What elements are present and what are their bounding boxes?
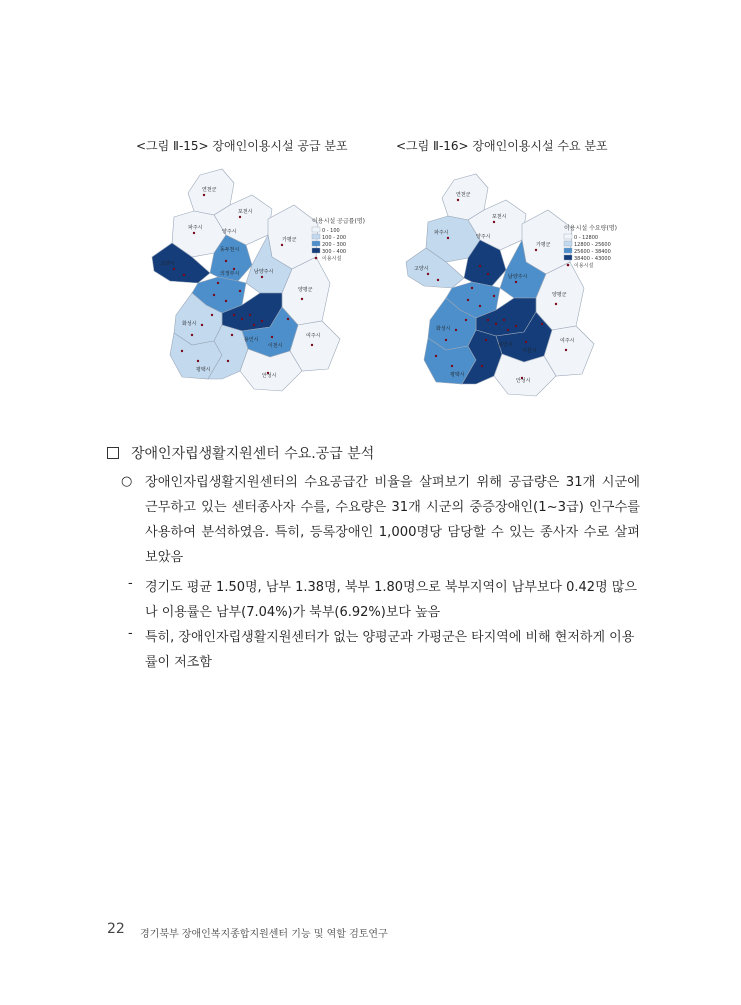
svg-text:용인시: 용인시: [244, 337, 259, 343]
svg-text:양주시: 양주시: [222, 229, 237, 235]
checkbox-square-icon: [107, 447, 119, 459]
svg-text:남양주시: 남양주시: [508, 274, 528, 280]
body-paragraph: 장애인자립생활지원센터의 수요공급간 비율을 살펴보기 위해 공급량은 31개 시군에 근무하고 있는 센터종사자 수를, 수요량은 31개 시군의 중증장애인(1~3급) 인구수를 사용하여 분석하였음. 특히, 등록장애인 1,000명당 담당할 수 있는 종사자 수로 살펴보았음: [145, 475, 640, 565]
svg-text:연천군: 연천군: [202, 187, 217, 193]
svg-text:평택시: 평택시: [196, 367, 211, 373]
circle-bullet-icon: ○: [121, 474, 133, 489]
svg-text:0 - 100: 0 - 100: [322, 228, 340, 234]
demand-distribution-map: [384, 170, 639, 400]
svg-text:이천시: 이천시: [522, 348, 537, 354]
svg-text:연천군: 연천군: [456, 192, 471, 198]
svg-text:12800 - 25600: 12800 - 25600: [574, 242, 611, 248]
svg-text:38400 - 43000: 38400 - 43000: [574, 256, 611, 262]
svg-text:가평군: 가평군: [282, 237, 297, 243]
svg-text:이용시설 수요량(명): 이용시설 수요량(명): [564, 225, 617, 232]
map-regions: [406, 174, 594, 396]
svg-text:양주시: 양주시: [476, 234, 491, 240]
svg-text:양평군: 양평군: [552, 292, 567, 298]
svg-text:안성시: 안성시: [262, 373, 277, 379]
svg-text:25600 - 38400: 25600 - 38400: [574, 249, 611, 255]
svg-text:여주시: 여주시: [560, 338, 575, 344]
section-heading-text: 장애인자립생활지원센터 수요.공급 분석: [131, 446, 375, 462]
svg-text:이용시설: 이용시설: [322, 256, 342, 262]
figure-caption-demand: <그림 Ⅱ-16> 장애인이용시설 수요 분포: [396, 139, 608, 153]
page-number: 22: [107, 921, 125, 937]
dash-item: 특히, 장애인자립생활지원센터가 없는 양평군과 가평군은 타지역에 비해 현저하게 이용률이 저조함: [145, 630, 635, 670]
svg-text:고양시: 고양시: [414, 266, 429, 272]
svg-text:용인시: 용인시: [498, 342, 513, 348]
svg-text:이용시설: 이용시설: [574, 263, 594, 269]
svg-text:200 - 300: 200 - 300: [322, 242, 347, 248]
dash-bullet-icon: -: [128, 576, 133, 591]
figure-caption-supply: <그림 Ⅱ-15> 장애인이용시설 공급 분포: [136, 139, 348, 153]
svg-text:파주시: 파주시: [188, 225, 203, 231]
svg-text:화성시: 화성시: [436, 326, 451, 332]
svg-text:동두천시: 동두천시: [220, 247, 240, 253]
svg-text:포천시: 포천시: [238, 209, 253, 215]
svg-text:이용시설 공급률(명): 이용시설 공급률(명): [312, 218, 365, 225]
svg-text:안성시: 안성시: [516, 378, 531, 384]
svg-text:가평군: 가평군: [536, 242, 551, 248]
svg-text:이천시: 이천시: [268, 343, 283, 349]
section-heading: [107, 443, 374, 463]
svg-text:파주시: 파주시: [434, 230, 449, 236]
svg-text:100 - 200: 100 - 200: [322, 235, 347, 241]
svg-text:0 - 12800: 0 - 12800: [574, 235, 599, 241]
svg-text:양평군: 양평군: [298, 287, 313, 293]
svg-text:화성시: 화성시: [182, 321, 197, 327]
dash-item: 경기도 평균 1.50명, 남부 1.38명, 북부 1.80명으로 북부지역이 남부보다 0.42명 많으나 이용률은 남부(7.04%)가 북부(6.92%)보다 높음: [145, 580, 637, 620]
map-legend: [312, 217, 365, 262]
svg-text:고양시: 고양시: [160, 261, 175, 267]
dash-bullet-icon: -: [128, 626, 133, 641]
map-legend: [564, 224, 617, 269]
supply-distribution-map: [122, 165, 380, 400]
footer-title: 경기북부 장애인복지종합지원센터 기능 및 역할 검토연구: [140, 929, 388, 940]
svg-text:여주시: 여주시: [306, 333, 321, 339]
svg-text:포천시: 포천시: [492, 214, 507, 220]
svg-text:남양주시: 남양주시: [254, 269, 274, 275]
svg-text:의정부시: 의정부시: [220, 271, 240, 277]
svg-text:300 - 400: 300 - 400: [322, 249, 347, 255]
svg-text:평택시: 평택시: [450, 372, 465, 378]
map-regions: [152, 169, 340, 391]
